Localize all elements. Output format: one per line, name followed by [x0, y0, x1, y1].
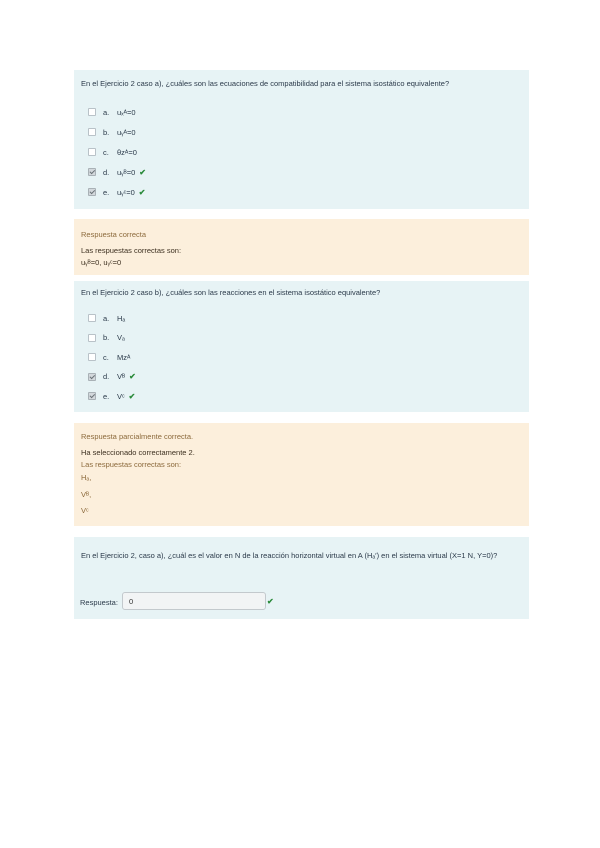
- option-letter: e.: [103, 391, 110, 401]
- option-letter: a.: [103, 313, 110, 323]
- option-3[interactable]: [88, 146, 137, 158]
- option-letter: b.: [103, 127, 110, 137]
- option-letter: a.: [103, 107, 110, 117]
- feedback-1-intro: Las respuestas correctas son:: [81, 246, 182, 255]
- feedback-2-answer-2: Vᴮ,: [81, 490, 92, 499]
- option-1[interactable]: [88, 312, 125, 324]
- option-label: Vᴮ: [117, 372, 126, 381]
- correct-check-icon: ✔: [139, 167, 146, 177]
- feedback-1: [74, 219, 529, 275]
- option-checkbox[interactable]: [88, 148, 96, 156]
- option-checkbox[interactable]: [88, 373, 96, 381]
- option-label: Mᴢᴬ: [117, 352, 131, 362]
- correct-check-icon: ✔: [128, 391, 136, 401]
- correct-check-icon: ✔: [138, 187, 146, 197]
- feedback-1-answers: uᵧᴮ=0, uᵧᶜ=0: [81, 258, 122, 267]
- answer-check-icon: ✔: [267, 597, 274, 606]
- correct-check-icon: ✔: [129, 372, 136, 381]
- option-4[interactable]: [88, 371, 136, 383]
- option-label: Vₐ: [117, 333, 125, 342]
- option-label: Vᶜ: [117, 391, 125, 401]
- option-label: uᵧᴮ=0: [117, 167, 136, 177]
- question-3: [74, 537, 529, 619]
- option-letter: c.: [103, 147, 109, 157]
- option-letter: d.: [103, 167, 110, 177]
- option-checkbox[interactable]: [88, 108, 96, 116]
- feedback-2-status: Respuesta parcialmente correcta.: [81, 432, 194, 441]
- option-label: uᵧᴬ=0: [117, 127, 136, 137]
- option-letter: c.: [103, 352, 109, 362]
- option-checkbox[interactable]: [88, 128, 96, 136]
- option-checkbox[interactable]: [88, 334, 96, 342]
- feedback-2-answer-1: Hₐ,: [81, 473, 92, 482]
- option-2[interactable]: [88, 126, 136, 138]
- option-2[interactable]: [88, 332, 125, 344]
- option-checkbox[interactable]: [88, 188, 96, 196]
- question-1: [74, 70, 529, 209]
- option-label: uₓᴬ=0: [117, 107, 136, 117]
- option-5[interactable]: [88, 390, 135, 402]
- option-letter: b.: [103, 333, 110, 342]
- option-label: θᴢᴬ=0: [117, 147, 137, 157]
- option-label: uᵧᶜ=0: [117, 187, 135, 197]
- option-checkbox[interactable]: [88, 392, 96, 400]
- option-checkbox[interactable]: [88, 314, 96, 322]
- feedback-2-answer-3: Vᶜ: [81, 506, 89, 515]
- option-checkbox[interactable]: [88, 168, 96, 176]
- option-letter: d.: [103, 372, 110, 381]
- option-letter: e.: [103, 187, 110, 197]
- feedback-1-status: Respuesta correcta: [81, 230, 147, 239]
- option-3[interactable]: [88, 351, 130, 363]
- option-checkbox[interactable]: [88, 353, 96, 361]
- option-5[interactable]: [88, 186, 146, 198]
- feedback-2-selected: Ha seleccionado correctamente 2.: [81, 448, 195, 457]
- question-2: [74, 281, 529, 412]
- feedback-2: [74, 423, 529, 526]
- option-1[interactable]: [88, 106, 136, 118]
- answer-label: Respuesta:: [80, 598, 118, 607]
- option-4[interactable]: [88, 166, 146, 178]
- answer-input[interactable]: [122, 592, 266, 610]
- feedback-2-intro: Las respuestas correctas son:: [81, 460, 182, 469]
- question-3-text: En el Ejercicio 2, caso a), ¿cuál es el valor en N de la reacción horizontal virtual en A (Hₐ′) en el sistema virtual (X=1 N, Y=0)?: [81, 551, 498, 560]
- question-2-text: En el Ejercicio 2 caso b), ¿cuáles son las reacciones en el sistema isostático equivalente?: [81, 288, 381, 297]
- question-1-text: En el Ejercicio 2 caso a), ¿cuáles son las ecuaciones de compatibilidad para el sistema isostático equivalente?: [81, 79, 450, 88]
- option-label: Hₐ: [117, 313, 126, 323]
